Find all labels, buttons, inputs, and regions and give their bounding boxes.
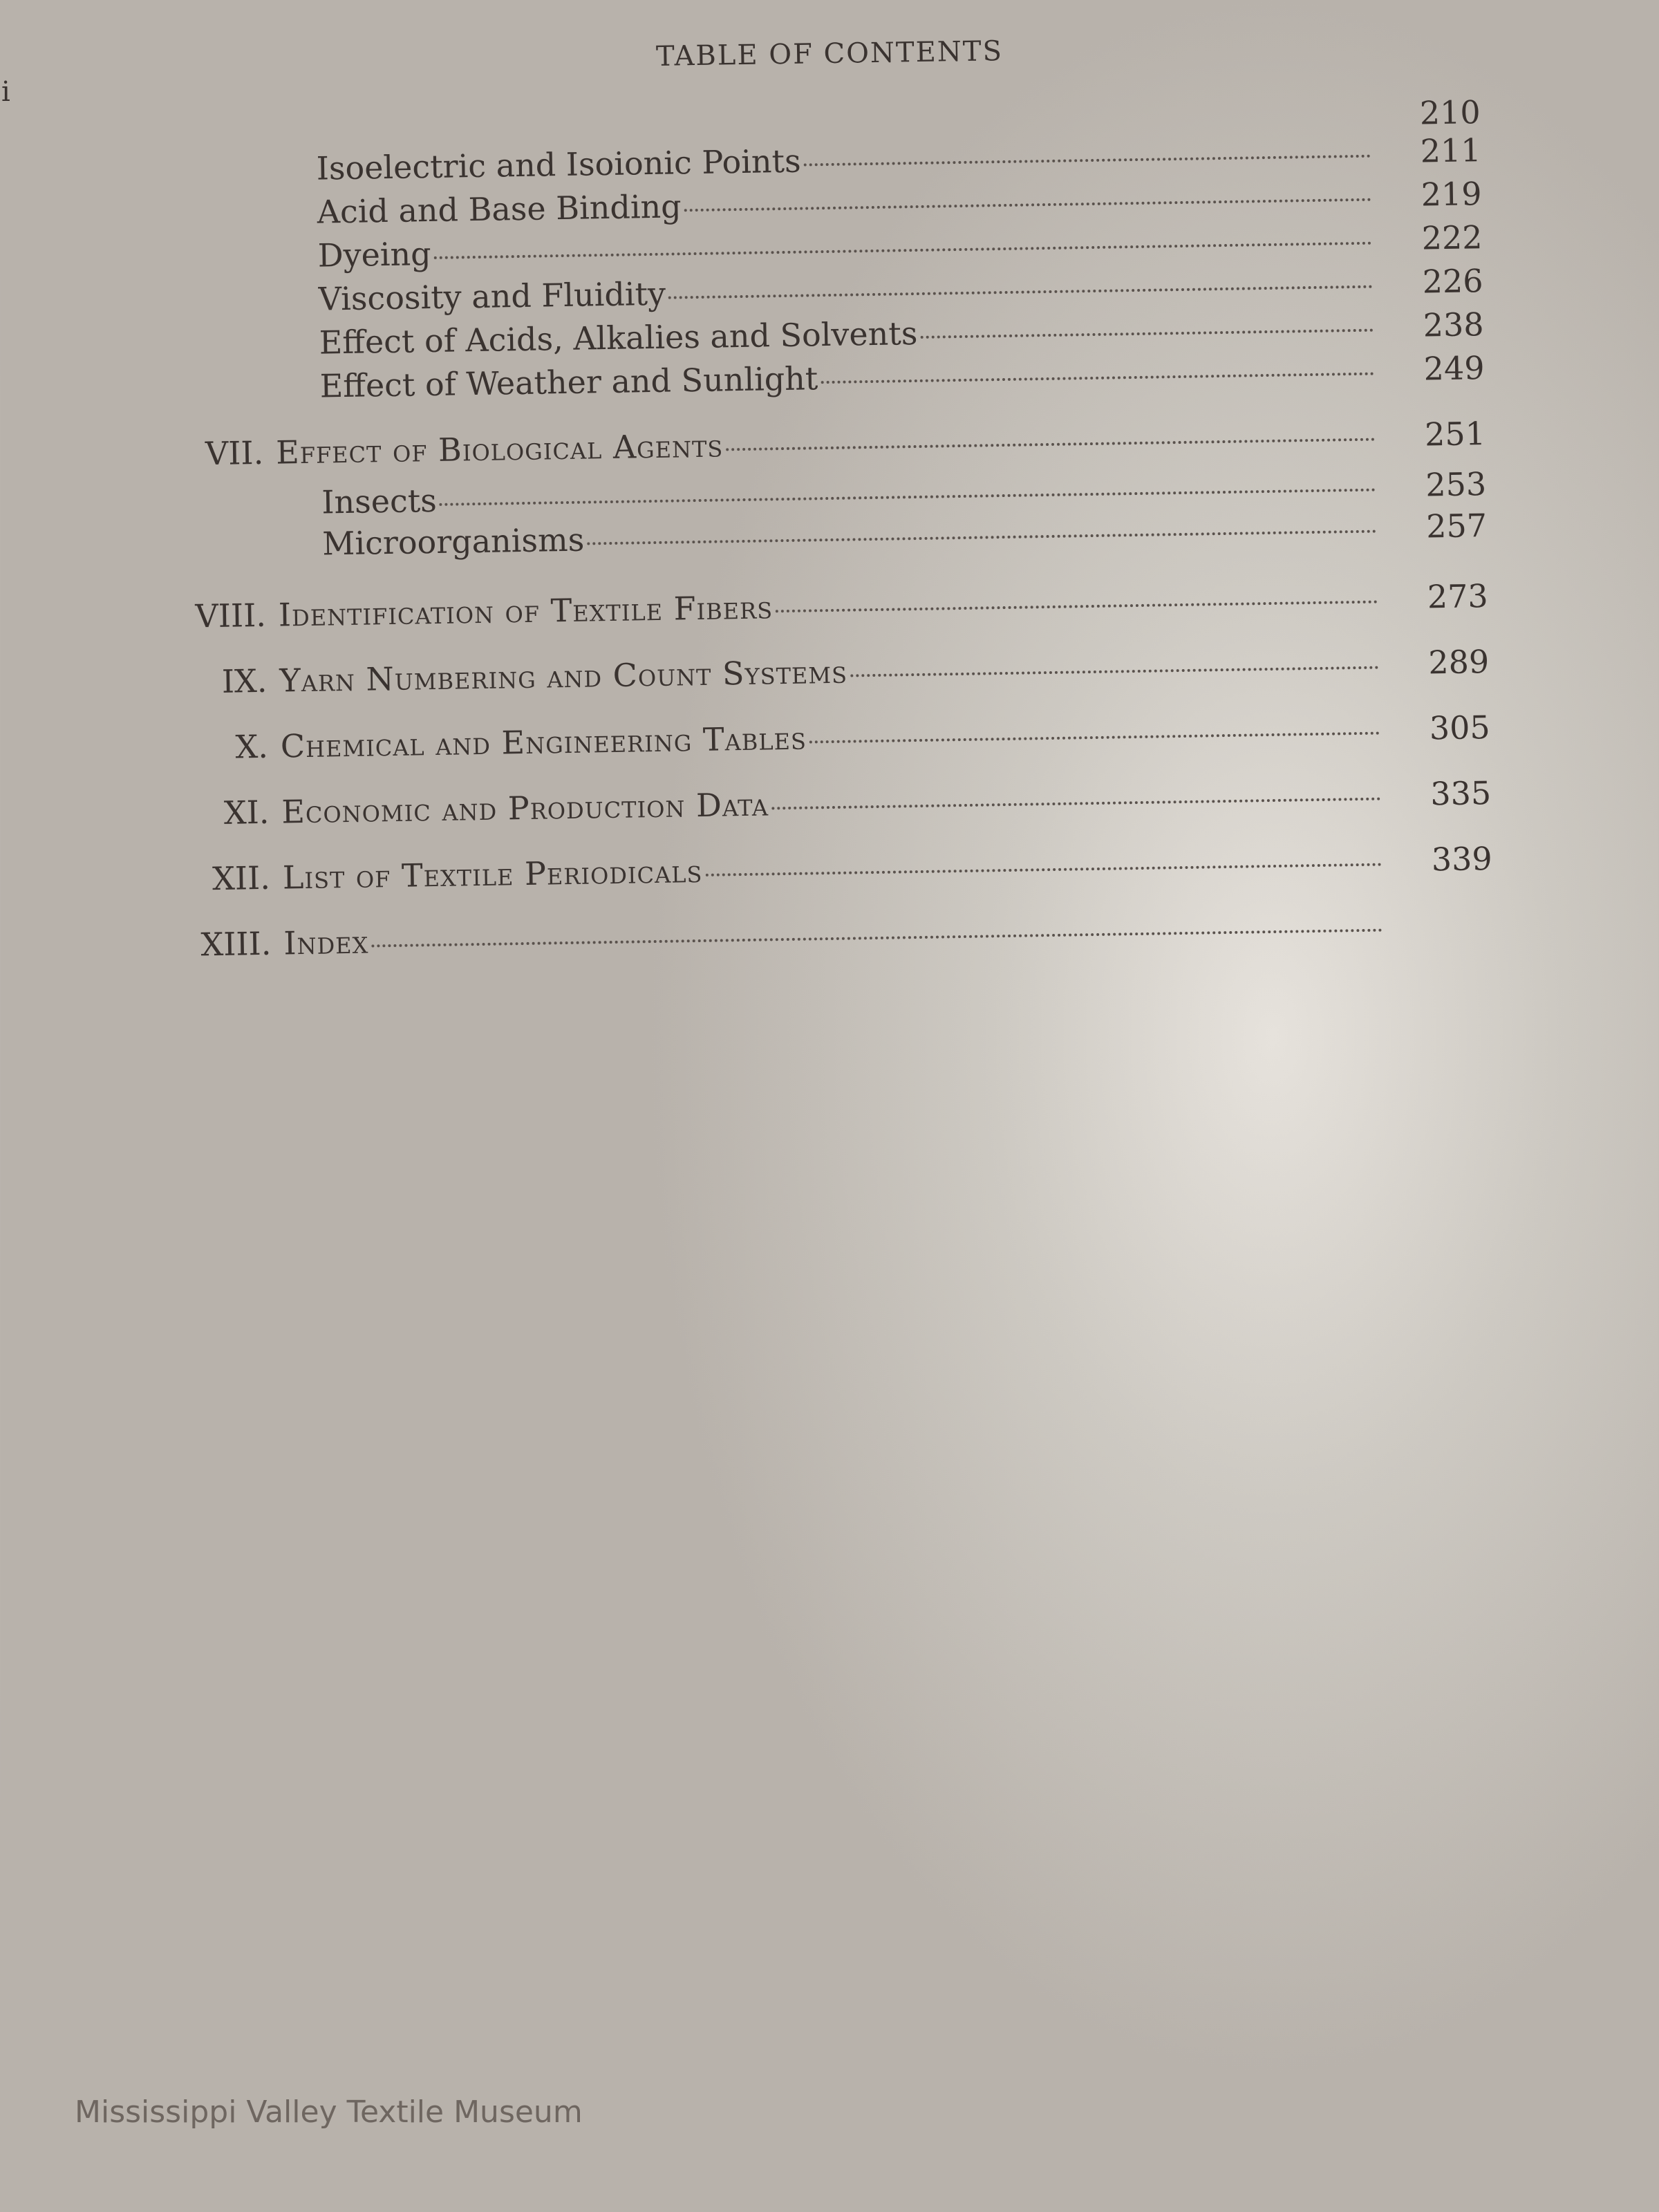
toc-chapter-number	[0, 268, 273, 272]
toc-chapter[interactable]	[7, 903, 1659, 971]
toc-chapter[interactable]	[5, 771, 1659, 839]
toc-chapter-title: List of Textile Periodicals	[282, 852, 703, 897]
dot-leader	[821, 373, 1374, 384]
toc-entry-title: Viscosity and Fluidity	[318, 274, 666, 318]
dot-leader	[726, 438, 1375, 451]
toc-entry-title: Dyeing	[317, 235, 431, 274]
toc-chapter-number	[1, 514, 277, 518]
dot-leader	[809, 732, 1380, 744]
toc-entry-title: Insects	[321, 481, 438, 521]
toc-page-number: 335	[1430, 774, 1492, 813]
toc-page-number: 226	[1422, 262, 1483, 301]
toc-page-number: 238	[1423, 306, 1484, 344]
toc-chapter-title: Identification of Textile Fibers	[278, 588, 774, 634]
toc-chapter-title: Chemical and Engineering Tables	[280, 719, 807, 765]
toc-entry-title: Acid and Base Binding	[317, 187, 682, 231]
toc-chapter[interactable]	[3, 706, 1659, 774]
dot-leader	[850, 666, 1378, 677]
page-title: TABLE OF CONTENTS	[655, 35, 1004, 73]
toc-entry-title: Effect of Acids, Alkalies and Solvents	[319, 314, 918, 362]
toc-chapter-number	[0, 355, 274, 359]
dot-leader	[776, 601, 1378, 613]
dot-leader	[668, 285, 1373, 299]
dot-leader	[371, 929, 1382, 948]
dot-leader	[440, 489, 1376, 506]
toc-page-number: 251	[1424, 415, 1486, 453]
toc-chapter-number: XI.	[223, 793, 270, 832]
toc-chapter-number	[0, 311, 274, 315]
toc-page-number: 257	[1425, 507, 1488, 545]
margin-mark: i	[1, 76, 10, 108]
toc-chapter-number: VII.	[205, 433, 264, 473]
toc-chapter-title: Index	[283, 923, 369, 962]
toc-chapter-number	[0, 224, 272, 228]
toc-chapter-title: Yarn Numbering and Count Systems	[279, 653, 848, 700]
toc-chapter[interactable]	[3, 640, 1659, 708]
dot-leader	[434, 242, 1372, 259]
toc-entry-title: Isoelectric and Isoionic Points	[316, 142, 801, 187]
dot-leader	[587, 530, 1376, 545]
toc-list	[0, 0, 1659, 1050]
toc-page-number: 210	[1419, 93, 1481, 132]
toc-chapter-number: XII.	[212, 859, 271, 898]
toc-chapter[interactable]	[2, 574, 1659, 642]
toc-page-number: 219	[1421, 175, 1482, 214]
toc-chapter-number: XIII.	[200, 924, 272, 964]
toc-page-number: 211	[1420, 131, 1481, 170]
toc-chapter-number: VIII.	[195, 596, 267, 635]
toc-chapter-title: Effect of Biological Agents	[275, 427, 724, 471]
toc-page-number: 273	[1427, 577, 1489, 616]
toc-page-number: 222	[1421, 218, 1483, 257]
toc-chapter-number: X.	[235, 727, 269, 766]
toc-chapter-number	[0, 398, 275, 402]
toc-page-number	[1396, 935, 1493, 937]
toc-chapter-number	[1, 556, 278, 560]
toc-chapter[interactable]	[6, 837, 1659, 905]
toc-entry-title: Microorganisms	[321, 521, 585, 563]
dot-leader	[920, 329, 1373, 339]
toc-page-number: 253	[1425, 465, 1487, 504]
watermark: Mississippi Valley Textile Museum	[75, 2094, 583, 2130]
toc-page-number: 305	[1429, 709, 1491, 747]
dot-leader	[705, 863, 1381, 877]
toc-page-number: 249	[1423, 349, 1485, 388]
toc-page-number: 289	[1427, 643, 1490, 682]
toc-entry-title: Effect of Weather and Sunlight	[319, 359, 818, 405]
dot-leader	[684, 198, 1371, 212]
dot-leader	[771, 798, 1380, 810]
toc-page-number: 339	[1431, 840, 1493, 879]
toc-chapter-number	[0, 180, 272, 185]
toc-chapter-title: Economic and Production Data	[281, 785, 769, 831]
toc-chapter-number: IX.	[221, 662, 268, 700]
dot-leader	[804, 155, 1371, 167]
